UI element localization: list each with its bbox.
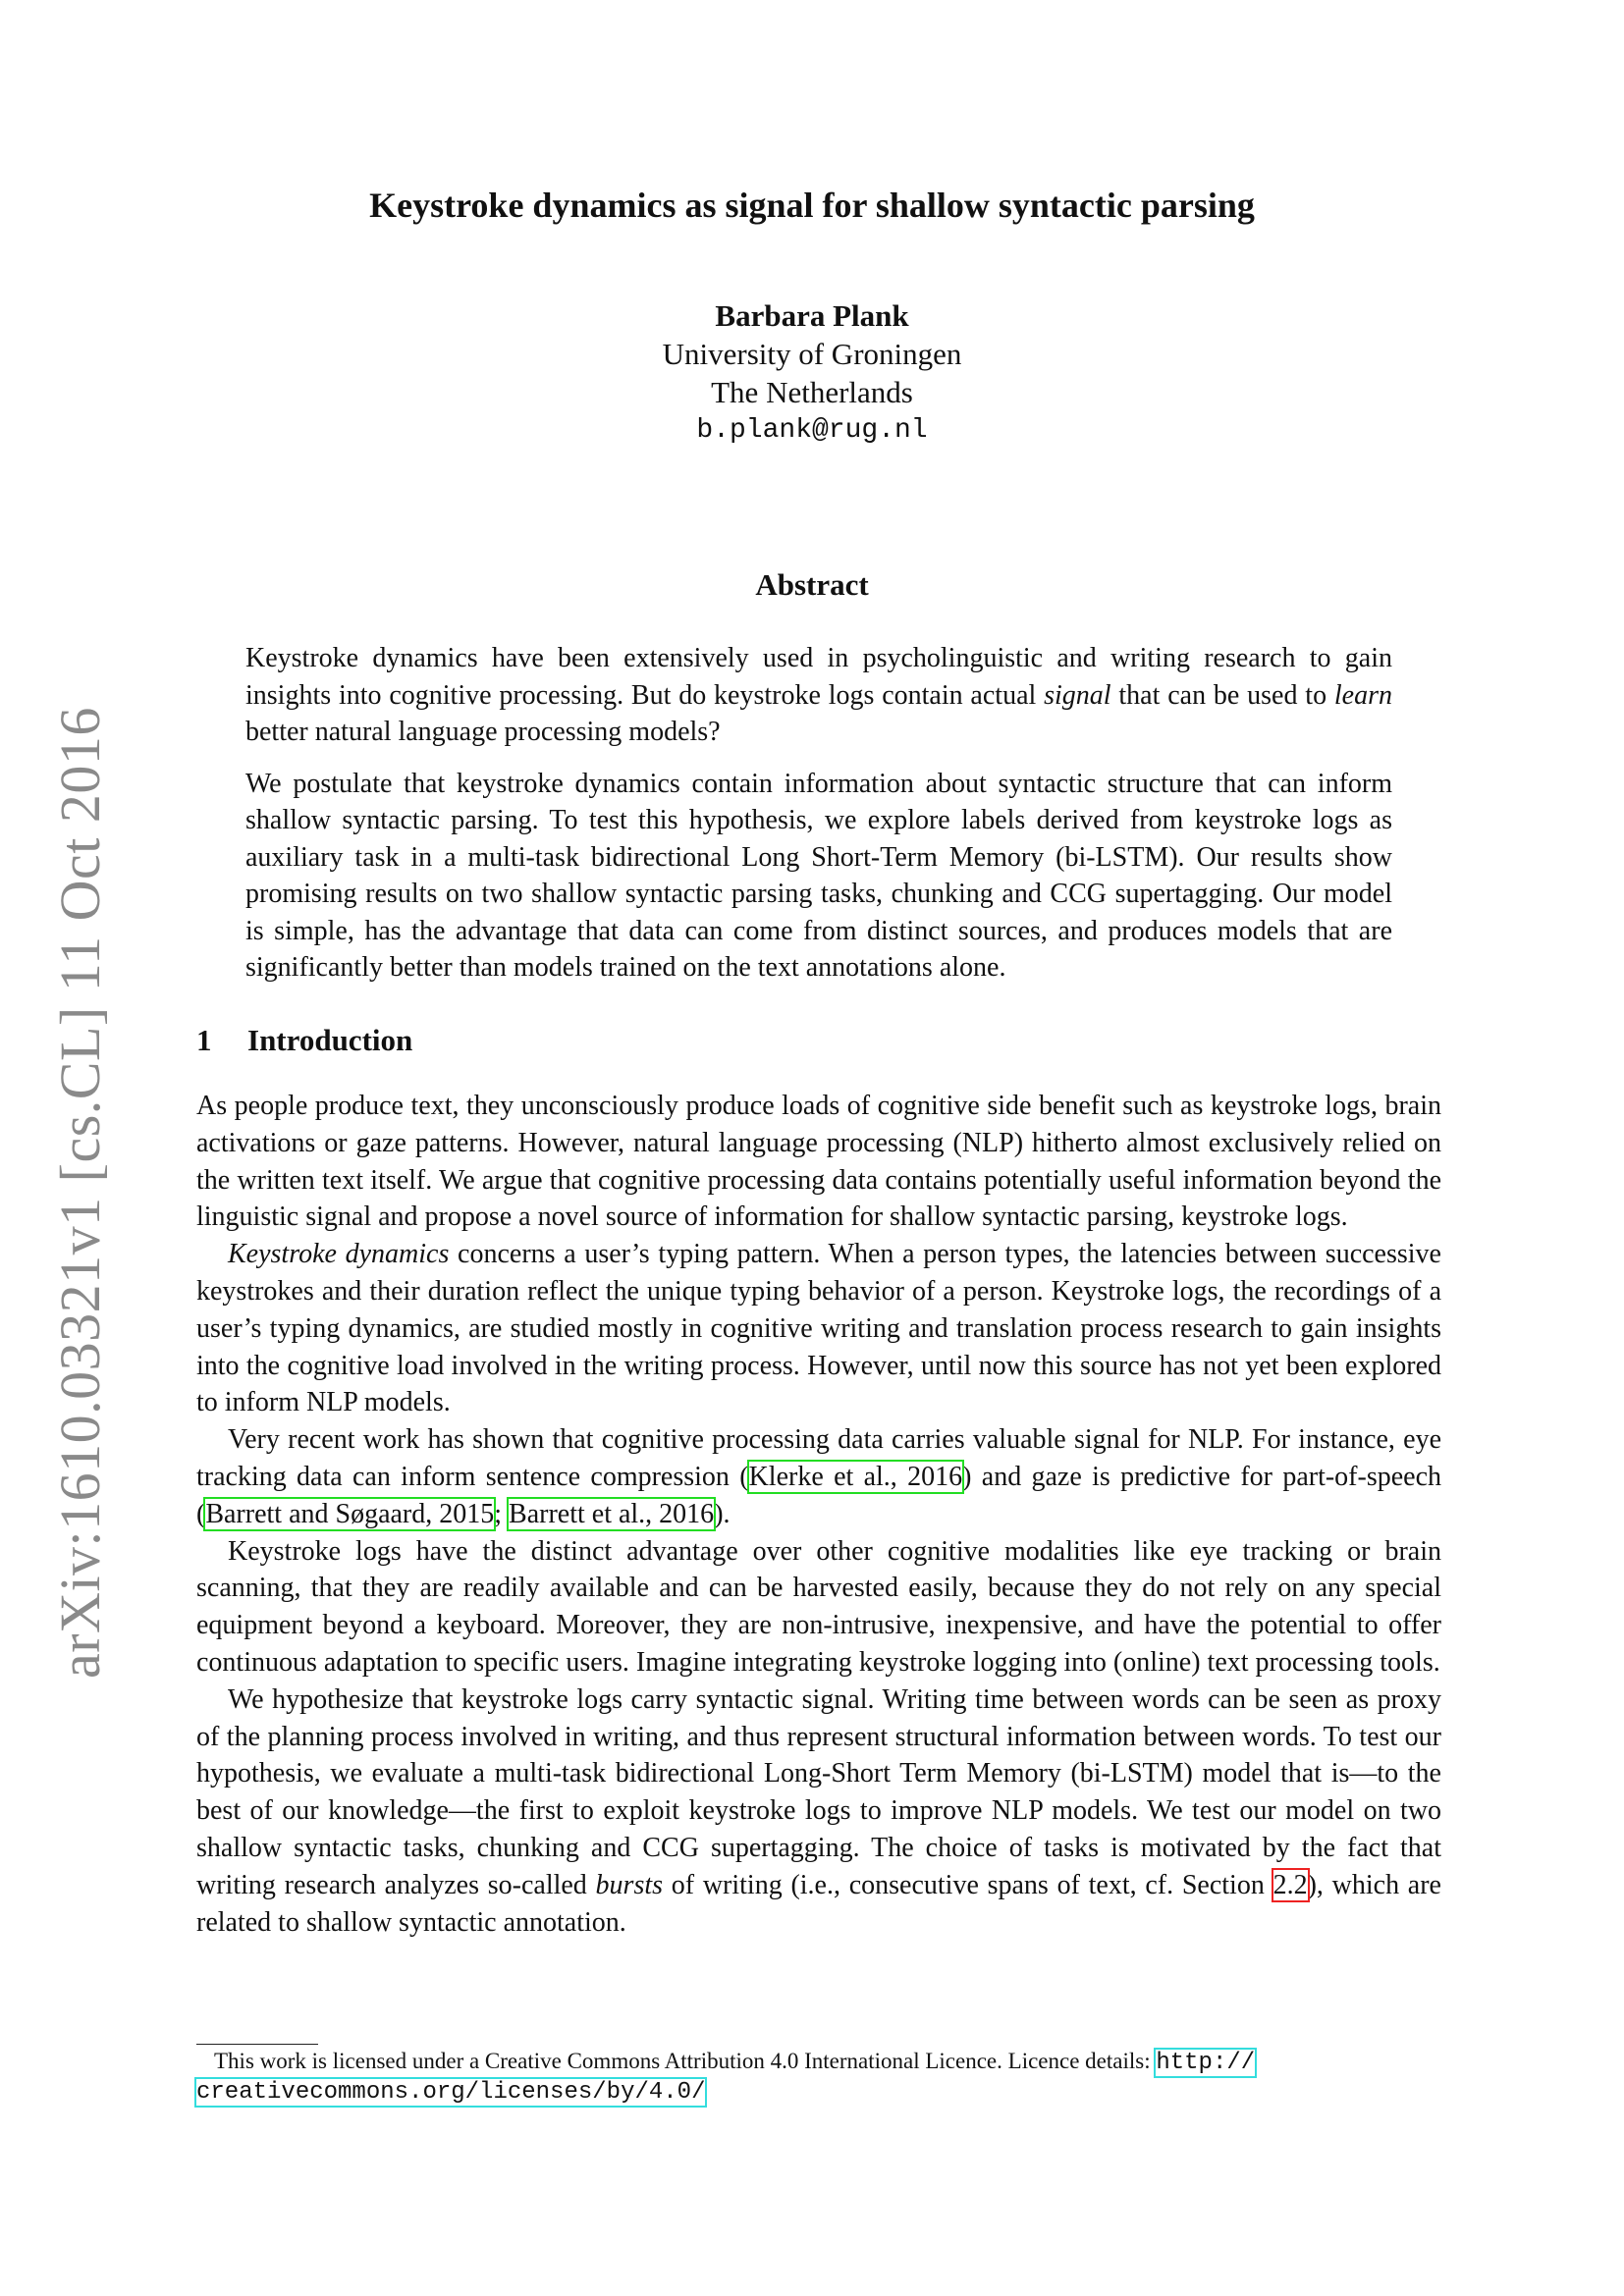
author-block xyxy=(0,296,1624,450)
author-affiliation: University of Groningen xyxy=(662,337,962,371)
section-heading xyxy=(196,1023,412,1058)
footnote-rule xyxy=(196,2044,318,2045)
intro-paragraph-3: Very recent work has shown that cognitive processing data carries valuable signal for NLP. For instance, eye tracking data can inform sentence compression (Klerke et al., 2016) and gaze is predictive for part-of-speech (Barrett and Søgaard, 2015; Barrett et al., 2016). xyxy=(196,1424,1442,1529)
paper-title: Keystroke dynamics as signal for shallow syntactic parsing xyxy=(369,186,1255,225)
abstract-body xyxy=(245,640,1392,1001)
citation-link-barrett[interactable]: Barrett et al., 2016 xyxy=(509,1498,715,1529)
section-ref-link[interactable]: 2.2 xyxy=(1272,1869,1308,1900)
abstract-heading: Abstract xyxy=(755,567,869,602)
abstract-paragraph-1: Keystroke dynamics have been extensively used in psycholinguistic and writing research to gain insights into cognitive processing. But do keystroke logs contain actual signal that can be used to learn better natural language processing models? xyxy=(245,643,1392,747)
license-url-link-part2[interactable]: creativecommons.org/licenses/by/4.0/ xyxy=(196,2079,706,2106)
intro-paragraph-2: Keystroke dynamics concerns a user’s typing pattern. When a person types, the latencies between successive keystrokes and their duration reflect the unique typing behavior of a person. Keystroke logs, the recordings of a user’s typing dynamics, are studied mostly in cognitive writing and translation process research to gain insights into the cognitive load involved in the writing process. However, until now this source has not yet been explored to inform NLP models. xyxy=(196,1239,1441,1418)
citation-link-klerke[interactable]: Klerke et al., 2016 xyxy=(748,1461,963,1492)
author-name: Barbara Plank xyxy=(715,298,909,333)
author-email: b.plank@rug.nl xyxy=(696,415,928,446)
intro-paragraph-4: Keystroke logs have the distinct advantage over other cognitive modalities like eye tracking or brain scanning, that they are readily available and can be harvested easily, because they do not rely on any special equipment beyond a keyboard. Moreover, they are non-intrusive, inexpensive, and have the potential to offer continuous adaptation to specific users. Imagine integrating keystroke logging into (online) text processing tools. xyxy=(196,1535,1441,1678)
citation-link-barrett-sogaard[interactable]: Barrett and Søgaard, 2015 xyxy=(205,1498,495,1529)
footnote: This work is licensed under a Creative Commons Attribution 4.0 International Licence. Licence details: http:// creativecommons.org/licenses/by/4.0/ xyxy=(196,2049,1256,2106)
intro-paragraph-5: We hypothesize that keystroke logs carry syntactic signal. Writing time between words can be seen as proxy of the planning process involved in writing, and thus represent structural information between words. To test our hypothesis, we evaluate a multi-task bidirectional Long-Short Term Memory (bi-LSTM) model that is—to the best of our knowledge—the first to exploit keystroke logs to improve NLP models. We test our model on two shallow syntactic tasks, chunking and CCG supertagging. The choice of tasks is motivated by the fact that writing research analyzes so-called bursts of writing (i.e., consecutive spans of text, cf. Section 2.2), which are related to shallow syntactic annotation. xyxy=(196,1683,1441,1938)
license-url-link-part1[interactable]: http:// xyxy=(1156,2050,1256,2076)
author-country: The Netherlands xyxy=(711,375,913,409)
section-number: 1 xyxy=(196,1023,212,1057)
section-title: Introduction xyxy=(247,1023,413,1057)
arxiv-id: arXiv:1610.03321v1 [cs.CL] 11 Oct 2016 xyxy=(48,707,112,1679)
abstract-paragraph-2: We postulate that keystroke dynamics contain information about syntactic structure that can inform shallow syntactic parsing. To test this hypothesis, we explore labels derived from keystroke logs as auxiliary task in a multi-task bidirectional Long Short-Term Memory (bi-LSTM). Our results show promising results on two shallow syntactic parsing tasks, chunking and CCG supertagging. Our model is simple, has the advantage that data can come from distinct sources, and produces models that are significantly better than models trained on the text annotations alone. xyxy=(245,768,1392,983)
intro-body xyxy=(196,1088,1441,1941)
intro-paragraph-1: As people produce text, they unconsciously produce loads of cognitive side benefit such as keystroke logs, brain activations or gaze patterns. However, natural language processing (NLP) hitherto almost exclusively relied on the written text itself. We argue that cognitive processing data contains potentially useful information beyond the linguistic signal and propose a novel source of information for shallow syntactic parsing, keystroke logs. xyxy=(196,1091,1441,1233)
